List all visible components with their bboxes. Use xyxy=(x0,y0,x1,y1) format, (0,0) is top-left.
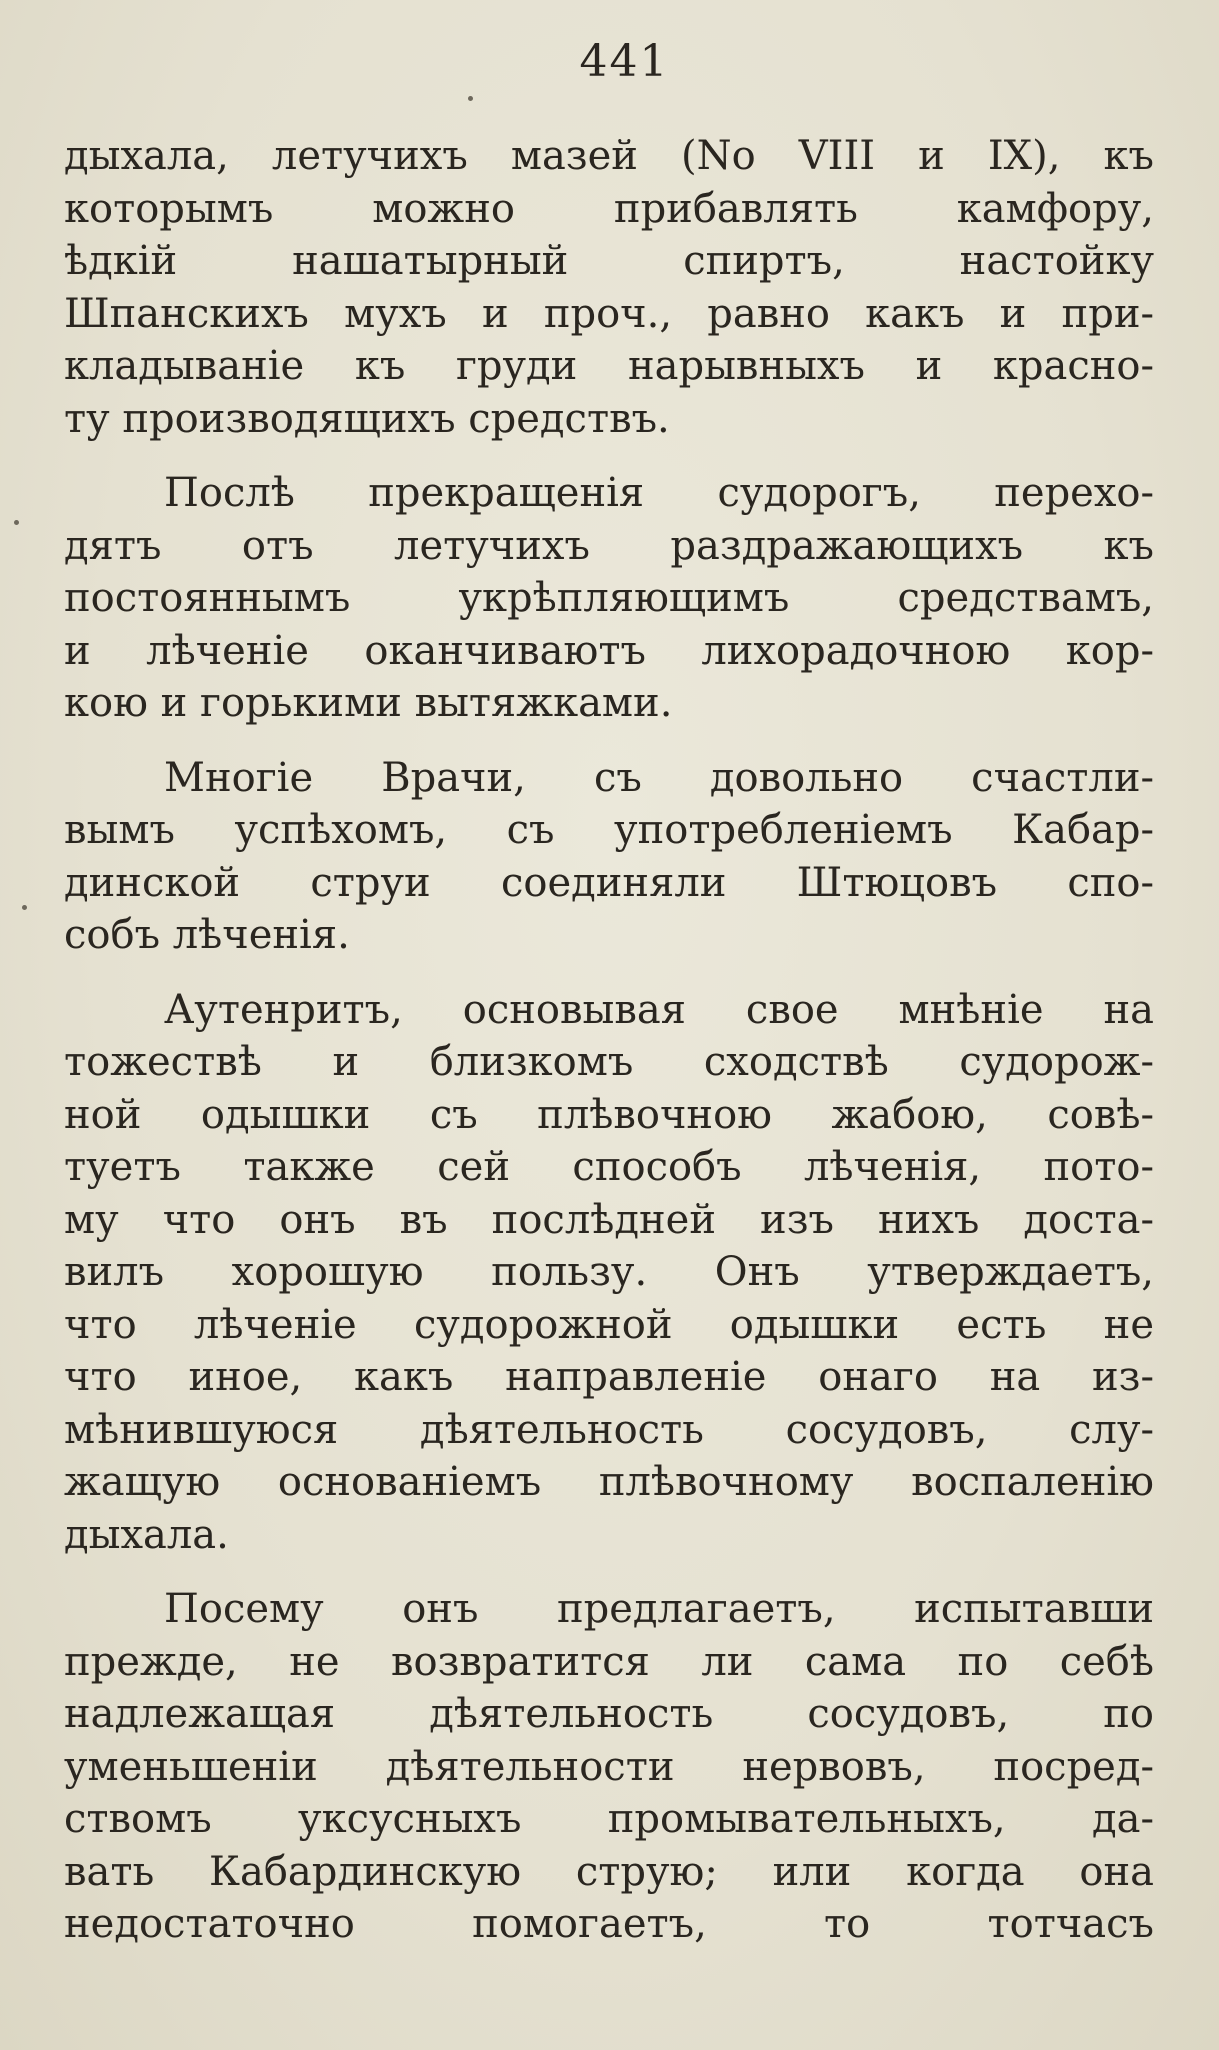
text-line: дыхала, летучихъ мазей (No VIII и IX), къ xyxy=(64,133,1154,179)
paper-speck xyxy=(14,520,19,525)
text-line: ѣдкій нашатырный спиртъ, настойку xyxy=(64,238,1154,284)
text-line: кладываніе къ груди нарывныхъ и красно- xyxy=(64,343,1154,389)
text-line: тожествѣ и близкомъ сходствѣ судорож- xyxy=(64,1039,1154,1085)
text-line: Аутенритъ, основывая свое мнѣніе на xyxy=(164,986,1154,1033)
text-line: мѣнившуюся дѣятельность сосудовъ, слу- xyxy=(64,1406,1154,1453)
text-line: надлежащая дѣятельность сосудовъ, по xyxy=(64,1691,1154,1737)
text-line: что иное, какъ направленіе онаго на из- xyxy=(64,1354,1154,1400)
text-line: ной одышки съ плѣвочною жабою, совѣ- xyxy=(64,1091,1154,1138)
text-line: Многіе Врачи, съ довольно счастли- xyxy=(164,754,1154,801)
text-line: прежде, не возвратится ли сама по себѣ xyxy=(64,1638,1154,1685)
text-line: вилъ хорошую пользу. Онъ утверждаетъ, xyxy=(64,1249,1154,1295)
text-line: кою и горькими вытяжками. xyxy=(64,680,673,726)
text-line: му что онъ въ послѣдней изъ нихъ доста- xyxy=(64,1196,1154,1243)
paper-speck xyxy=(22,905,27,910)
text-line: уменьшеніи дѣятельности нервовъ, посред- xyxy=(64,1743,1154,1790)
body-text xyxy=(64,130,1154,1973)
text-line: собъ лѣченія. xyxy=(64,912,350,958)
text-line: недостаточно помогаетъ, то тотчасъ xyxy=(64,1901,1154,1947)
text-line: постояннымъ укрѣпляющимъ средствамъ, xyxy=(64,575,1154,621)
text-line: дыхала. xyxy=(64,1511,229,1558)
page-number: 441 xyxy=(579,36,670,87)
text-line: Шпанскихъ мухъ и проч., равно какъ и при- xyxy=(64,290,1154,337)
text-line: динской струи соединяли Штюцовъ спо- xyxy=(64,859,1154,906)
paper-speck xyxy=(468,96,473,101)
text-line: ту производящихъ средствъ. xyxy=(64,395,670,442)
paragraph-4 xyxy=(64,984,1154,1562)
paragraph-5 xyxy=(64,1583,1154,1951)
text-line: вымъ успѣхомъ, съ употребленіемъ Кабар- xyxy=(64,807,1154,853)
text-line: дятъ отъ летучихъ раздражающихъ къ xyxy=(64,522,1154,569)
paragraph-2 xyxy=(64,467,1154,730)
text-line: вать Кабардинскую струю; или когда она xyxy=(64,1848,1154,1895)
text-line: Послѣ прекращенія судорогъ, перехо- xyxy=(164,470,1154,516)
text-line: которымъ можно прибавлять камфору, xyxy=(64,185,1154,232)
text-line: туетъ также сей способъ лѣченія, пото- xyxy=(64,1144,1154,1190)
text-line: ствомъ уксусныхъ промывательныхъ, да- xyxy=(64,1796,1154,1842)
text-line: что лѣченіе судорожной одышки есть не xyxy=(64,1301,1154,1348)
paragraph-1 xyxy=(64,130,1154,445)
paragraph-3 xyxy=(64,752,1154,962)
text-line: Посему онъ предлагаетъ, испытавши xyxy=(164,1586,1154,1632)
text-line: жащую основаніемъ плѣвочному воспаленію xyxy=(64,1459,1154,1505)
text-line: и лѣченіе оканчиваютъ лихорадочною кор- xyxy=(64,627,1154,674)
